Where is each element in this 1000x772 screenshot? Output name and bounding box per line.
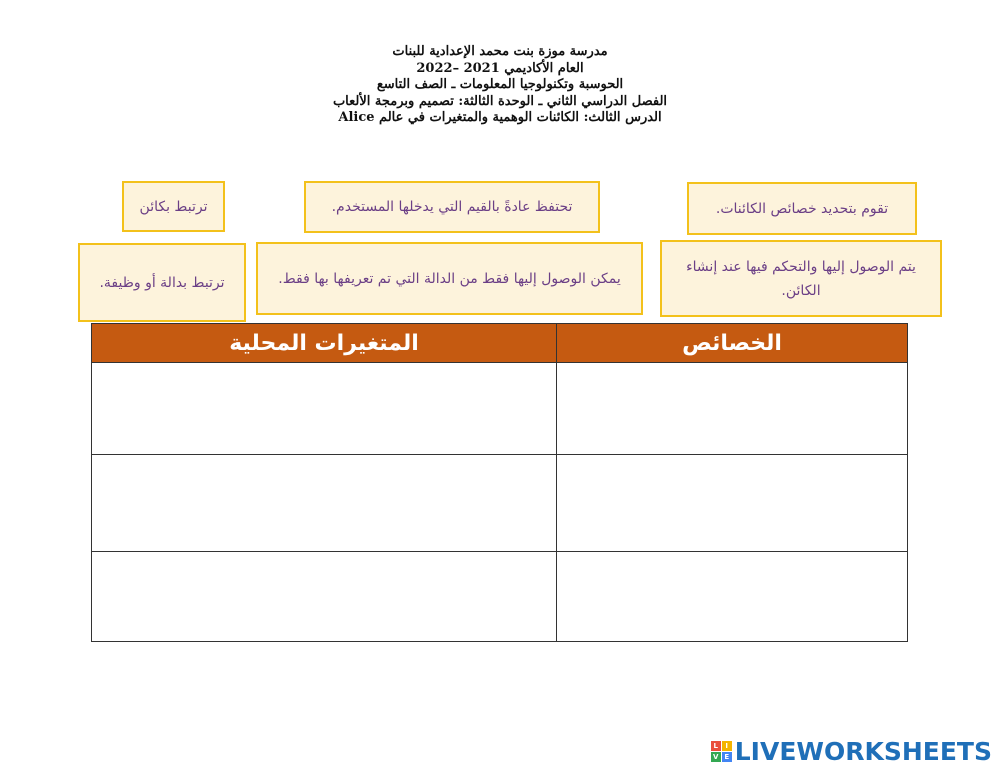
sorting-table — [91, 323, 908, 642]
header-properties: الخصائص — [556, 324, 907, 362]
lesson-title: الدرس الثالث: الكائنات الوهمية والمتغيرات في عالم Alice — [338, 110, 662, 125]
drag-card-linked-to-object[interactable]: ترتبط بكائن — [122, 181, 225, 232]
drag-card-defines-properties[interactable]: تقوم بتحديد خصائص الكائنات. — [687, 182, 917, 235]
school-name: مدرسة موزة بنت محمد الإعدادية للبنات — [392, 44, 608, 59]
subject-grade: الحوسبة وتكنولوجيا المعلومات ـ الصف التاسع — [376, 77, 624, 92]
table-row — [92, 362, 907, 454]
drag-card-accessible-in-function-only[interactable]: يمكن الوصول إليها فقط من الدالة التي تم تعريفها بها فقط. — [256, 242, 643, 315]
academic-year: العام الأكاديمي 2021 –2022 — [416, 60, 584, 76]
liveworksheets-mark-icon: L I V E — [711, 741, 732, 762]
table-header-row — [92, 324, 907, 362]
liveworksheets-logo — [711, 737, 992, 766]
header-local-variables: المتغيرات المحلية — [229, 330, 419, 356]
drop-zone-properties-2[interactable] — [556, 455, 907, 551]
drag-card-holds-user-values[interactable]: تحتفظ عادةً بالقيم التي يدخلها المستخدم. — [304, 181, 600, 233]
table-row — [92, 551, 907, 641]
drag-card-accessed-on-creation[interactable]: يتم الوصول إليها والتحكم فيها عند إنشاء الكائن. — [660, 240, 942, 317]
drop-zone-local-variables-2[interactable] — [92, 455, 556, 551]
drop-zone-properties-3[interactable] — [556, 552, 907, 641]
logo-wordmark: LIVEWORKSHEETS — [734, 737, 992, 766]
drop-zone-properties-1[interactable] — [556, 363, 907, 454]
drag-card-linked-to-function[interactable]: ترتبط بدالة أو وظيفة. — [78, 243, 246, 322]
drop-zone-local-variables-3[interactable] — [92, 552, 556, 641]
semester-unit: الفصل الدراسي الثاني ـ الوحدة الثالثة: تصميم وبرمجة الألعاب — [332, 93, 668, 109]
table-row — [92, 454, 907, 551]
drop-zone-local-variables-1[interactable] — [92, 363, 556, 454]
worksheet-header — [250, 44, 750, 127]
